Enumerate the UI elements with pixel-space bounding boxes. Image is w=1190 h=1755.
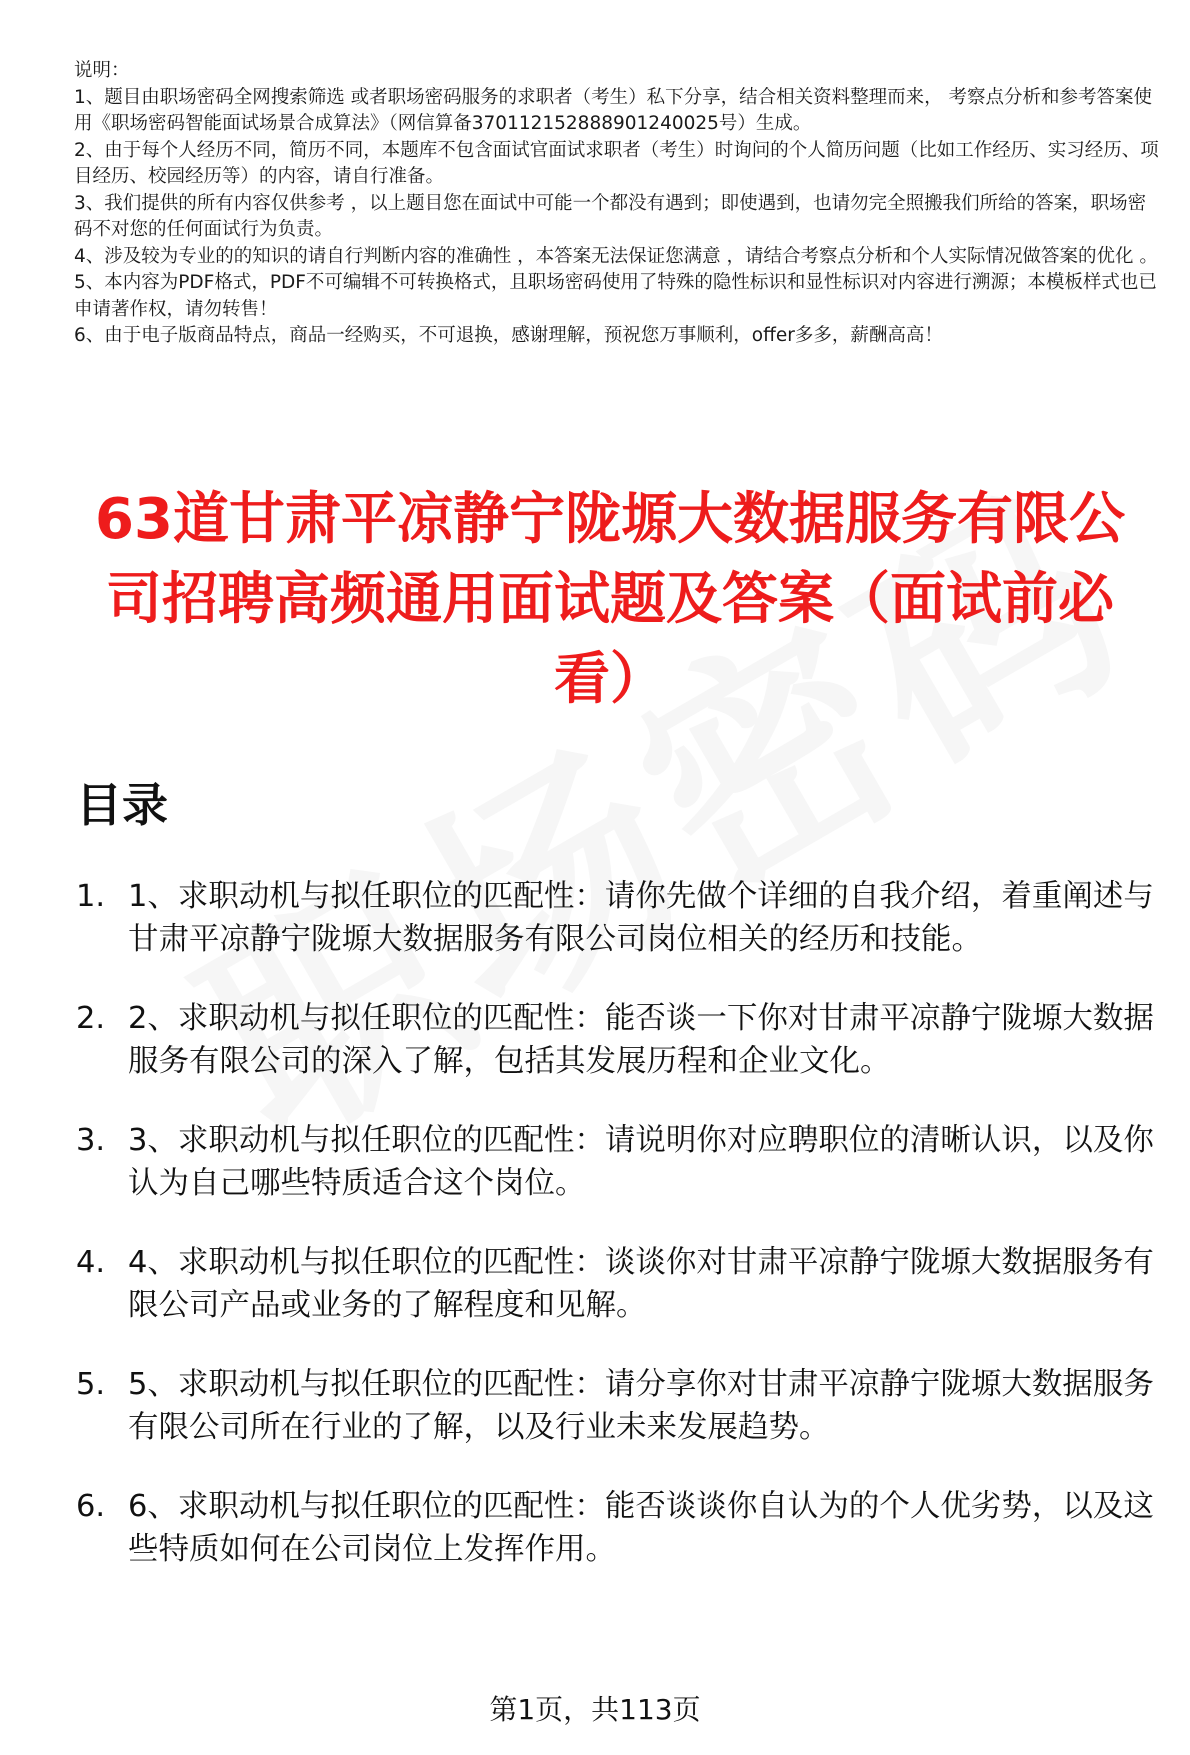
notes-heading: 说明： (74, 60, 130, 81)
notes-item: 1、题目由职场密码全网搜索筛选 或者职场密码服务的求职者（考生）私下分享，结合相关资料整理而来， 考察点分析和参考答案使用《职场密码智能面试场景合成算法》（网信算备370112152888901240025号）生成。 (74, 86, 1153, 134)
document-title: 63道甘肃平凉静宁陇塬大数据服务有限公司招聘高频通用面试题及答案（面试前必看） (95, 487, 1125, 712)
disclaimer-notes (74, 58, 1164, 350)
notes-item: 6、由于电子版商品特点，商品一经购买，不可退换，感谢理解，预祝您万事顺利，offer多多，薪酬高高！ (74, 325, 943, 346)
notes-item: 2、由于每个人经历不同，简历不同，本题库不包含面试官面试求职者（考生）时询问的个人简历问题（比如工作经历、实习经历、项目经历、校园经历等）的内容，请自行准备。 (74, 139, 1159, 187)
toc-item-number: 5. (76, 1367, 106, 1402)
toc-item-number: 6. (76, 1489, 106, 1524)
toc-item-text: 5、求职动机与拟任职位的匹配性：请分享你对甘肃平凉静宁陇塬大数据服务有限公司所在行业的了解，以及行业未来发展趋势。 (128, 1367, 1154, 1445)
toc-item[interactable] (76, 1363, 1166, 1449)
toc-item[interactable] (76, 1485, 1166, 1571)
toc-item-text: 6、求职动机与拟任职位的匹配性：能否谈谈你自认为的个人优劣势，以及这些特质如何在公司岗位上发挥作用。 (128, 1489, 1154, 1567)
toc-item-text: 3、求职动机与拟任职位的匹配性：请说明你对应聘职位的清晰认识，以及你认为自己哪些特质适合这个岗位。 (128, 1123, 1154, 1201)
toc-heading: 目录 (76, 778, 168, 832)
page-footer: 第1页，共113页 (489, 1693, 701, 1726)
toc-item-number: 3. (76, 1123, 106, 1158)
notes-item: 4、涉及较为专业的的知识的请自行判断内容的准确性 ，本答案无法保证您满意 ，请结合考察点分析和个人实际情况做答案的优化 。 (74, 245, 1158, 267)
notes-item: 3、我们提供的所有内容仅供参考 ，以上题目您在面试中可能一个都没有遇到；即使遇到，也请勿完全照搬我们所给的答案，职场密码不对您的任何面试行为负责。 (74, 192, 1147, 240)
toc-item-text: 1、求职动机与拟任职位的匹配性：请你先做个详细的自我介绍，着重阐述与甘肃平凉静宁陇塬大数据服务有限公司岗位相关的经历和技能。 (128, 879, 1154, 957)
toc-item-number: 1. (76, 879, 106, 914)
toc-item[interactable] (76, 875, 1166, 961)
toc-list (76, 875, 1166, 1607)
toc-item-text: 4、求职动机与拟任职位的匹配性：谈谈你对甘肃平凉静宁陇塬大数据服务有限公司产品或业务的了解程度和见解。 (128, 1245, 1154, 1323)
toc-item[interactable] (76, 1119, 1166, 1205)
toc-item-number: 2. (76, 1001, 106, 1036)
toc-item-text: 2、求职动机与拟任职位的匹配性：能否谈一下你对甘肃平凉静宁陇塬大数据服务有限公司的深入了解，包括其发展历程和企业文化。 (128, 1001, 1154, 1079)
notes-item: 5、本内容为PDF格式，PDF不可编辑不可转换格式，且职场密码使用了特殊的隐性标识和显性标识对内容进行溯源；本模板样式也已申请著作权，请勿转售！ (74, 272, 1157, 320)
toc-item[interactable] (76, 1241, 1166, 1327)
toc-item-number: 4. (76, 1245, 106, 1280)
toc-item[interactable] (76, 997, 1166, 1083)
